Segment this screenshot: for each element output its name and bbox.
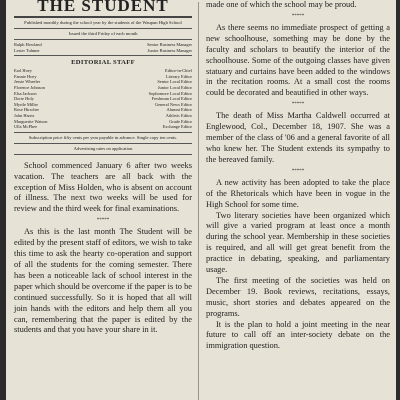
staff-role: Freshman Local Editor bbox=[151, 96, 192, 102]
article-paragraph: As there seems no immediate prospect of getting a new schoolhouse, something may be done by the faculty and scholars to beautify the interior of the schoolhouse. Some of the outgoing classes have given statuary and curtains have been added to the windows in the recitation rooms. At a small cost the rooms could be decorated and beautified in other ways. bbox=[206, 22, 390, 98]
staff-row bbox=[14, 48, 192, 54]
divider bbox=[14, 39, 192, 40]
staff-name: Florence Johnson bbox=[14, 84, 45, 90]
divider bbox=[14, 154, 192, 155]
article-paragraph: The first meeting of the societies was held on December 19. Book reviews, recitations, essays, music, short stories and debates appeared on the programs. bbox=[206, 275, 390, 318]
staff-row bbox=[14, 124, 192, 130]
divider bbox=[14, 55, 192, 56]
section-separator: ***** bbox=[96, 218, 110, 224]
staff-role: Alumni Editor bbox=[166, 107, 192, 113]
staff-role: Junior Business Manager bbox=[147, 47, 192, 53]
staff-heading: EDITORIAL STAFF bbox=[71, 59, 135, 67]
advertising-line: Advertising rates on application bbox=[73, 145, 133, 151]
business-managers bbox=[14, 42, 192, 53]
article-paragraph: As this is the last month The Student will be edited by the present staff of editors, we wish to take this time to ask the hearty co-operation and support of all the students for the coming semester. There has been a noticeable lack of school interest in the paper which should be overcome if the paper is to be continued successfully. So it is hoped that all will join hands with the editors and help them all you can, remembering that the paper is edited by the students and that you have your share in it. bbox=[14, 227, 192, 335]
staff-name: Rose Hirscher bbox=[14, 107, 39, 113]
staff-role: Exchange Editor bbox=[162, 124, 192, 130]
staff-role: General News Editor bbox=[154, 101, 192, 107]
staff-name: Jessie Wheeler bbox=[14, 79, 41, 85]
column-rule bbox=[198, 2, 199, 400]
section-separator: ***** bbox=[291, 13, 305, 19]
article-paragraph: School commenced January 6 after two weeks vacation. The teachers are all back with the exception of Miss Holden, who is absent on account of illness. The next two weeks will be used for review and the third week for final examinations. bbox=[14, 160, 192, 214]
staff-name: Elsa Jackson bbox=[14, 90, 37, 96]
staff-role: Literary Editor bbox=[165, 73, 192, 79]
staff-list bbox=[14, 68, 192, 130]
staff-name: Ralph Howland bbox=[14, 42, 42, 47]
article-paragraph: It is the plan to hold a joint meeting in the near future to call off an inter-society debate on the immigration question. bbox=[206, 319, 390, 351]
divider bbox=[14, 132, 192, 133]
staff-role: Athletic Editor bbox=[165, 112, 192, 118]
staff-role: Senior Business Manager bbox=[147, 42, 192, 47]
staff-name: Marguerite Watson bbox=[14, 118, 48, 124]
article-paragraph: The death of Miss Martha Caldwell occurred at Englewood, Col., December 18, 1907. She was a member of the class of '06 and a general favorite of all who knew her. The Student extends its sympathy to the bereaved family. bbox=[206, 111, 390, 164]
staff-role: Editor-in-Chief bbox=[165, 68, 192, 74]
masthead: THE STUDENT bbox=[14, 0, 192, 18]
staff-role: Junior Local Editor bbox=[157, 84, 192, 90]
divider bbox=[14, 28, 192, 29]
staff-role: Grade Editor bbox=[169, 118, 192, 124]
divider bbox=[14, 143, 192, 144]
subscription-line: Subscription price fifty cents per year payable in advance. Single copy ten cents. bbox=[28, 134, 178, 140]
staff-role: Sophomore Local Editor bbox=[148, 90, 192, 96]
staff-name: Fannie Hoey bbox=[14, 73, 37, 79]
staff-role: Senior Local Editor bbox=[157, 79, 192, 85]
article-paragraph: Two literary societies have been organized which will give a varied program at least once a month during the school year. Membership in these societies is required, and all will get great benefit from the practice in debating, speaking, and parliamentary usage. bbox=[206, 210, 390, 275]
issued-line: Issued the third Friday of each month bbox=[68, 31, 138, 36]
left-column bbox=[14, 0, 192, 336]
article-paragraph: A new activity has been adopted to take the place of the Rhetoricals which have been in vogue in the High School for some time. bbox=[206, 177, 390, 209]
newspaper-page bbox=[6, 0, 396, 400]
staff-name: Earl Hoey bbox=[14, 68, 32, 74]
article-paragraph: made one of which the school may be proud. bbox=[206, 0, 357, 9]
staff-name: John Harris bbox=[14, 112, 35, 118]
section-separator: ***** bbox=[291, 168, 305, 174]
section-separator: ***** bbox=[291, 102, 305, 108]
staff-name: Dorie Holy bbox=[14, 96, 34, 102]
staff-name: Myrtle Miller bbox=[14, 101, 39, 107]
right-column bbox=[206, 0, 390, 352]
staff-name: Ulla McPhee bbox=[14, 124, 38, 130]
published-line: Published monthly during the school year by the students of the Waupun High School bbox=[24, 20, 182, 25]
staff-name: Lester Tuhmer bbox=[14, 47, 40, 53]
